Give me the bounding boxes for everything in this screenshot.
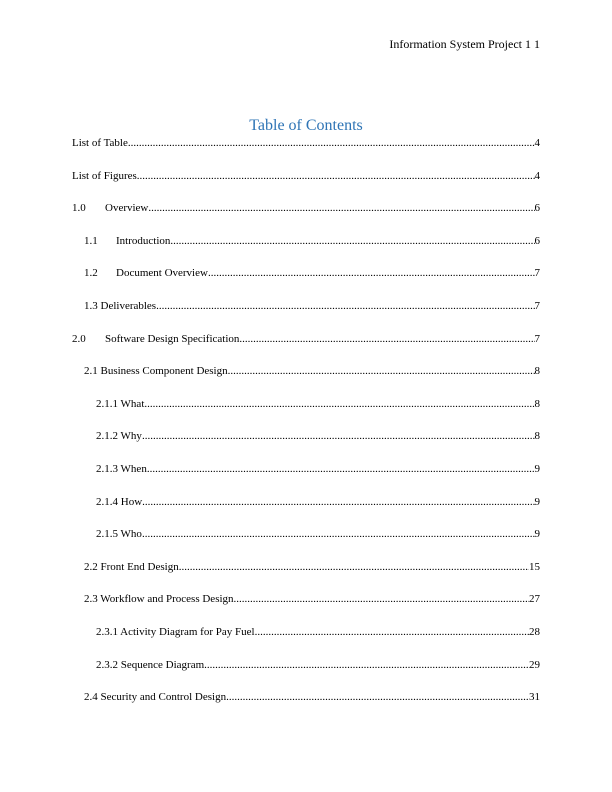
toc-entry[interactable]	[72, 528, 540, 561]
toc-entry-label	[84, 365, 228, 378]
toc-entry-page-number: 31	[529, 691, 540, 704]
toc-entry-page-number: 27	[529, 593, 540, 606]
toc-entry[interactable]	[72, 496, 540, 529]
toc-entry-text: 2.1.2 Why	[96, 430, 142, 443]
toc-entry-text: Software Design Specification	[105, 332, 240, 345]
toc-entry-page-number: 6	[534, 234, 540, 247]
dot-leader	[137, 170, 535, 183]
toc-entry-label	[96, 496, 142, 509]
dot-leader	[144, 398, 534, 411]
dot-leader	[255, 626, 529, 639]
dot-leader	[239, 333, 534, 346]
toc-entry-page-number: 8	[534, 397, 540, 410]
toc-entry[interactable]	[72, 202, 540, 235]
toc-entry-label	[96, 528, 142, 541]
toc-entry-page-number: 4	[534, 169, 540, 182]
dot-leader	[234, 593, 529, 606]
dot-leader	[228, 365, 535, 378]
toc-entry[interactable]	[72, 365, 540, 398]
toc-entry-number: 1.0	[72, 202, 86, 215]
toc-entry-text: Overview	[105, 202, 149, 215]
toc-entry-number: 2.0	[72, 332, 86, 345]
toc-entry-label	[84, 593, 234, 606]
dot-leader	[208, 267, 535, 280]
toc-entry-page-number: 6	[534, 202, 540, 215]
toc-entry-page-number: 29	[529, 658, 540, 671]
toc-entry-page-number: 7	[534, 332, 540, 345]
toc-entry[interactable]	[72, 300, 540, 333]
toc-entry-label	[96, 659, 204, 672]
toc-entry[interactable]	[72, 659, 540, 692]
toc-entry-label	[84, 300, 156, 313]
toc-entry[interactable]	[72, 137, 540, 170]
toc-entry-text: 2.1.3 When	[96, 462, 147, 475]
toc-entry-text: 2.3 Workflow and Process Design	[84, 593, 234, 606]
toc-entry-text: 2.1.4 How	[96, 495, 143, 508]
toc-entry-label	[72, 170, 137, 183]
toc-entry-text: 2.4 Security and Control Design	[84, 691, 227, 704]
toc-entry-page-number: 15	[529, 560, 540, 573]
toc-entry[interactable]	[72, 593, 540, 626]
toc-entry-label	[84, 267, 208, 280]
toc-entry[interactable]	[72, 430, 540, 463]
dot-leader	[204, 659, 529, 672]
toc-entry-page-number: 9	[534, 528, 540, 541]
toc-entry[interactable]	[72, 463, 540, 496]
toc-entry[interactable]	[72, 267, 540, 300]
dot-leader	[148, 202, 534, 215]
toc-entry-page-number: 4	[534, 137, 540, 149]
toc-entry-page-number: 7	[534, 267, 540, 280]
toc-entry-number: 1.2	[84, 267, 98, 280]
toc-entry[interactable]	[72, 398, 540, 431]
toc-entry-label	[96, 398, 144, 411]
toc-entry-label	[96, 463, 147, 476]
dot-leader	[147, 463, 535, 476]
toc-entry[interactable]	[72, 561, 540, 594]
toc-entry-page-number: 8	[534, 430, 540, 443]
toc-entry-text: List of Figures	[72, 169, 137, 182]
toc-entry-label	[72, 333, 239, 346]
toc-entry-label	[84, 691, 226, 704]
toc-entry-text: Document Overview	[116, 267, 208, 280]
toc-entry-label	[84, 235, 170, 248]
toc-entry-page-number: 28	[529, 625, 540, 638]
dot-leader	[142, 528, 535, 541]
toc-entry-text: 2.3.1 Activity Diagram for Pay Fuel	[96, 625, 255, 638]
toc-entry-label	[72, 202, 148, 215]
dot-leader	[142, 430, 535, 443]
toc-entry-text: 1.3 Deliverables	[84, 299, 157, 312]
toc-entry[interactable]	[72, 170, 540, 203]
toc-entry[interactable]	[72, 235, 540, 268]
dot-leader	[226, 691, 529, 704]
toc-entry-page-number: 9	[534, 495, 540, 508]
toc-entry-text: 2.3.2 Sequence Diagram	[96, 658, 205, 671]
toc-entry-text: List of Table	[72, 137, 128, 149]
dot-leader	[170, 235, 534, 248]
toc-entry-text: 2.1.5 Who	[96, 528, 142, 541]
toc-entry-label	[72, 137, 128, 150]
dot-leader	[156, 300, 534, 313]
dot-leader	[142, 496, 534, 509]
toc-entry-number: 1.1	[84, 234, 98, 247]
toc-entry-text: 2.1.1 What	[96, 397, 145, 410]
toc-entry-page-number: 9	[534, 462, 540, 475]
toc-entry-text: Introduction	[116, 234, 171, 247]
dot-leader	[128, 137, 535, 150]
toc-entry[interactable]	[72, 691, 540, 724]
running-header: Information System Project 1 1	[389, 37, 540, 51]
dot-leader	[179, 561, 529, 574]
toc-entry-page-number: 7	[534, 299, 540, 312]
toc-entry-label	[84, 561, 179, 574]
toc-entry-text: 2.1 Business Component Design	[84, 365, 228, 378]
toc-entry-label	[96, 430, 142, 443]
toc-entry-page-number: 8	[534, 365, 540, 378]
table-of-contents	[72, 137, 540, 724]
toc-entry[interactable]	[72, 626, 540, 659]
toc-entry-label	[96, 626, 255, 639]
toc-entry[interactable]	[72, 333, 540, 366]
toc-entry-text: 2.2 Front End Design	[84, 560, 179, 573]
toc-title: Table of Contents	[249, 117, 363, 134]
